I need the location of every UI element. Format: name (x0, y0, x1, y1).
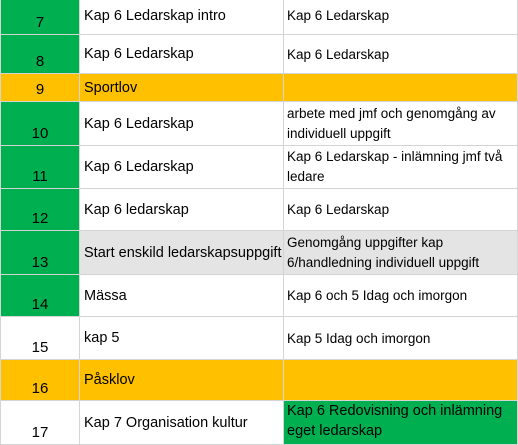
table-row (1, 231, 518, 275)
week-cell[interactable]: 13 (1, 231, 80, 275)
topic-cell[interactable]: kap 5 (80, 317, 284, 360)
note-cell[interactable] (284, 360, 518, 401)
week-cell[interactable]: 11 (1, 146, 80, 189)
table-row (1, 317, 518, 360)
topic-cell[interactable]: Kap 6 Ledarskap intro (80, 0, 284, 35)
note-cell[interactable]: arbete med jmf och genomgång av individuell uppgift (284, 102, 518, 146)
topic-cell[interactable]: Kap 7 Organisation kultur (80, 401, 284, 445)
week-cell[interactable]: 12 (1, 189, 80, 231)
table-row (1, 360, 518, 401)
table-row (1, 35, 518, 74)
week-cell[interactable]: 16 (1, 360, 80, 401)
note-cell[interactable]: Kap 6 Ledarskap (284, 189, 518, 231)
note-cell[interactable] (284, 74, 518, 102)
note-cell[interactable]: Kap 6 Ledarskap (284, 35, 518, 74)
note-cell[interactable]: Kap 5 Idag och imorgon (284, 317, 518, 360)
note-cell[interactable]: Kap 6 Redovisning och inlämning eget ledarskap (284, 401, 518, 445)
topic-cell[interactable]: Sportlov (80, 74, 284, 102)
topic-cell[interactable]: Påsklov (80, 360, 284, 401)
table-row (1, 275, 518, 317)
week-cell[interactable]: 17 (1, 401, 80, 445)
table-row (1, 102, 518, 146)
topic-cell[interactable]: Kap 6 Ledarskap (80, 146, 284, 189)
topic-cell[interactable]: Kap 6 Ledarskap (80, 35, 284, 74)
topic-cell[interactable]: Start enskild ledarskapsuppgift (80, 231, 284, 275)
week-cell[interactable]: 10 (1, 102, 80, 146)
topic-cell[interactable]: Mässa (80, 275, 284, 317)
topic-cell[interactable]: Kap 6 Ledarskap (80, 102, 284, 146)
week-cell[interactable]: 9 (1, 74, 80, 102)
note-cell[interactable]: Genomgång uppgifter kap 6/handledning individuell uppgift (284, 231, 518, 275)
note-cell[interactable]: Kap 6 Ledarskap (284, 0, 518, 35)
table-row (1, 189, 518, 231)
note-cell[interactable]: Kap 6 Ledarskap - inlämning jmf två ledare (284, 146, 518, 189)
table-row (1, 146, 518, 189)
topic-cell[interactable]: Kap 6 ledarskap (80, 189, 284, 231)
table-row (1, 0, 518, 35)
note-cell[interactable]: Kap 6 och 5 Idag och imorgon (284, 275, 518, 317)
week-cell[interactable]: 8 (1, 35, 80, 74)
week-cell[interactable]: 15 (1, 317, 80, 360)
table-row (1, 74, 518, 102)
table-row (1, 401, 518, 445)
week-cell[interactable]: 7 (1, 0, 80, 35)
week-cell[interactable]: 14 (1, 275, 80, 317)
